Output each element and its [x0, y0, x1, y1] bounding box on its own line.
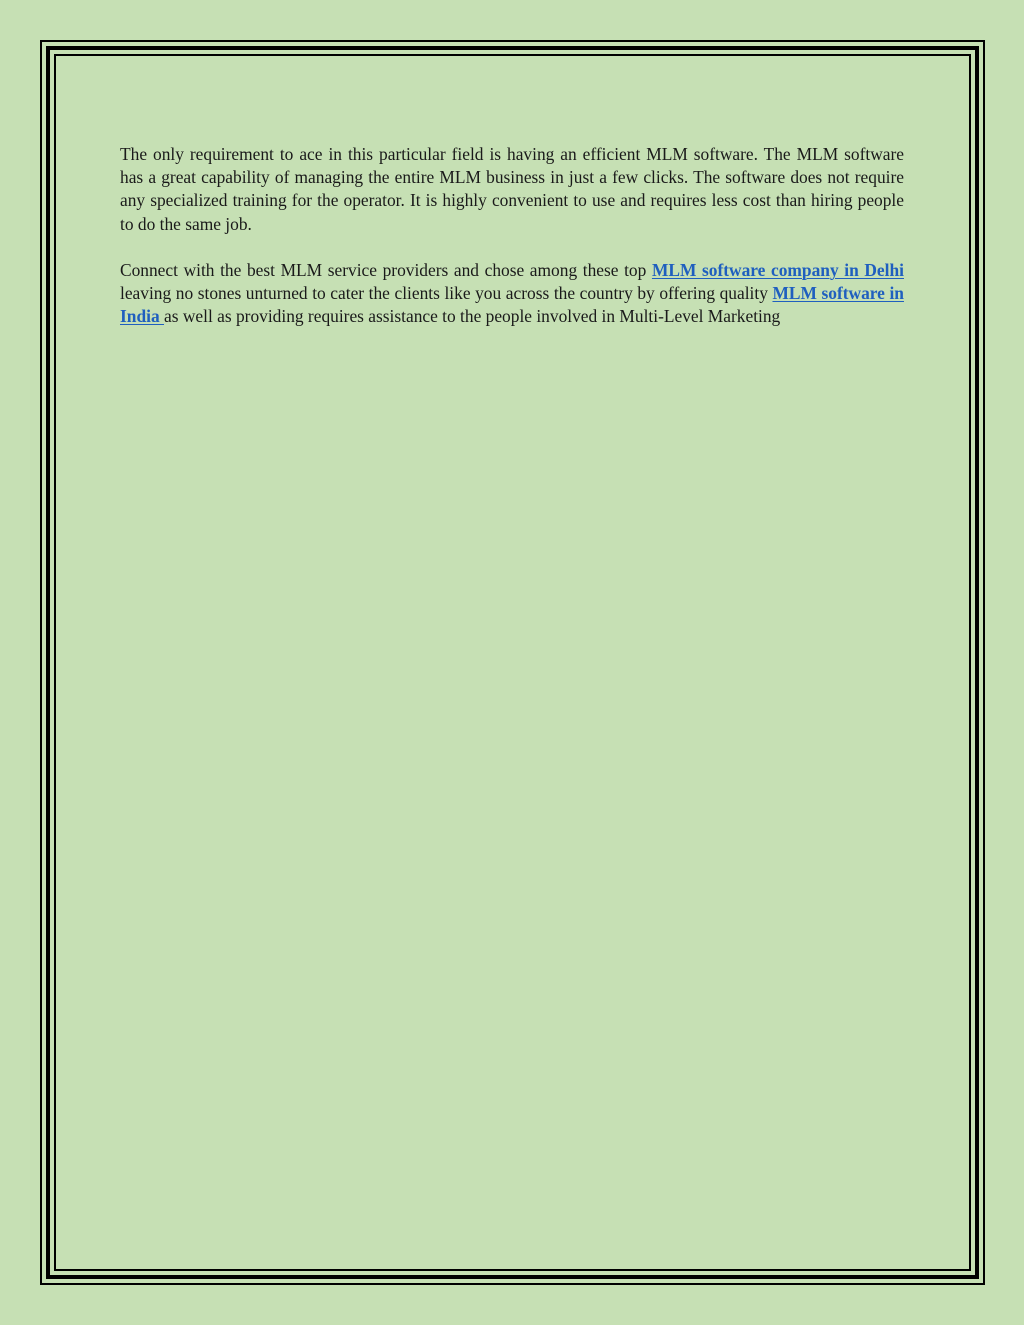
paragraph-text-middle: leaving no stones unturned to cater the clients like you across the country by offering quality	[120, 283, 773, 304]
link-mlm-software-company-delhi[interactable]: MLM software company in Delhi	[651, 259, 904, 280]
paragraph-connect-providers	[120, 259, 904, 329]
paragraph-text-end: as well as providing requires assistance to the people involved in Multi-Level Marketing	[164, 306, 781, 327]
link-mlm-software-india[interactable]: MLM software in India	[120, 283, 904, 327]
paragraph-mlm-requirement: The only requirement to ace in this particular field is having an efficient MLM software. The MLM software has a great capability of managing the entire MLM business in just a few clicks. The software does not require any specialized training for the operator. It is highly convenient to use and requires less cost than hiring people to do the same job.	[120, 144, 904, 234]
document-body	[120, 143, 904, 351]
paragraph-text-start: Connect with the best MLM service providers and chose among these top	[120, 259, 652, 280]
